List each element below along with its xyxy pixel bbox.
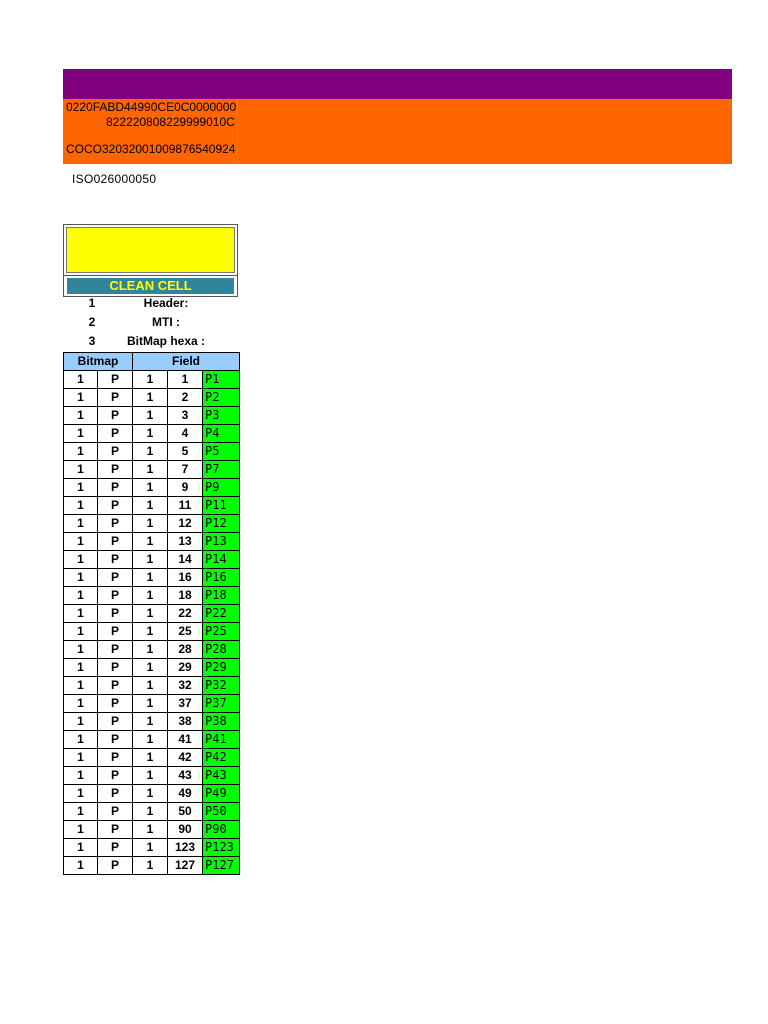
table-cell[interactable]: P (98, 407, 133, 425)
table-cell[interactable]: 28 (168, 641, 203, 659)
table-cell[interactable]: 1 (133, 461, 168, 479)
table-cell[interactable]: 1 (133, 767, 168, 785)
table-row (64, 749, 240, 767)
table-row (64, 659, 240, 677)
table-cell[interactable]: 4 (168, 425, 203, 443)
table-cell[interactable]: 1 (64, 857, 98, 875)
table-cell[interactable]: 1 (64, 641, 98, 659)
table-cell[interactable]: 90 (168, 821, 203, 839)
info-row-2-num: 2 (88, 315, 96, 329)
table-cell[interactable]: 1 (64, 695, 98, 713)
table-cell[interactable]: 13 (168, 533, 203, 551)
field-code-cell[interactable]: P32 (203, 677, 240, 695)
hex-line-2[interactable]: 822220808229999010C (106, 115, 235, 129)
table-cell[interactable]: 1 (64, 425, 98, 443)
table-cell[interactable]: P (98, 497, 133, 515)
table-cell[interactable]: 1 (64, 443, 98, 461)
table-cell[interactable]: 1 (64, 731, 98, 749)
table-row (64, 731, 240, 749)
table-cell[interactable]: 1 (64, 605, 98, 623)
table-cell[interactable]: P (98, 389, 133, 407)
cell-divider (237, 99, 238, 164)
table-cell[interactable]: P (98, 659, 133, 677)
table-cell[interactable]: 11 (168, 497, 203, 515)
table-cell[interactable]: P (98, 857, 133, 875)
table-cell[interactable]: 1 (64, 497, 98, 515)
field-code-cell[interactable]: P14 (203, 551, 240, 569)
field-code-cell[interactable]: P29 (203, 659, 240, 677)
table-cell[interactable]: 1 (133, 533, 168, 551)
table-cell[interactable]: 38 (168, 713, 203, 731)
field-code-cell[interactable]: P18 (203, 587, 240, 605)
table-cell[interactable]: 1 (133, 749, 168, 767)
table-cell[interactable]: 29 (168, 659, 203, 677)
table-cell[interactable]: 1 (64, 713, 98, 731)
input-cell[interactable] (66, 227, 235, 273)
table-cell[interactable]: 1 (64, 461, 98, 479)
table-row (64, 785, 240, 803)
field-code-cell[interactable]: P123 (203, 839, 240, 857)
field-code-cell[interactable]: P25 (203, 623, 240, 641)
field-code-cell[interactable]: P3 (203, 407, 240, 425)
table-cell[interactable]: 1 (133, 605, 168, 623)
table-cell[interactable]: 32 (168, 677, 203, 695)
table-cell[interactable]: 1 (64, 551, 98, 569)
table-cell[interactable]: 1 (133, 803, 168, 821)
table-cell[interactable]: 1 (133, 785, 168, 803)
table-row (64, 461, 240, 479)
table-row (64, 713, 240, 731)
table-cell[interactable]: P (98, 623, 133, 641)
table-row (64, 407, 240, 425)
table-cell[interactable]: P (98, 425, 133, 443)
hex-line-3[interactable]: COCO32032001009876540924 (66, 142, 236, 156)
table-cell[interactable]: 16 (168, 569, 203, 587)
table-cell[interactable]: 1 (64, 479, 98, 497)
table-cell[interactable]: 123 (168, 839, 203, 857)
table-cell[interactable]: 1 (64, 821, 98, 839)
info-row-3-num: 3 (88, 334, 96, 348)
table-cell[interactable]: P (98, 587, 133, 605)
table-cell[interactable]: 1 (133, 479, 168, 497)
table-cell[interactable]: P (98, 515, 133, 533)
table-row (64, 479, 240, 497)
hex-line-1[interactable]: 0220FABD44990CE0C0000000 (66, 100, 237, 114)
table-cell[interactable]: 1 (64, 515, 98, 533)
table-cell[interactable]: P (98, 839, 133, 857)
iso-value[interactable]: ISO026000050 (72, 172, 157, 186)
table-cell[interactable]: 127 (168, 857, 203, 875)
table-cell[interactable]: 1 (133, 713, 168, 731)
table-row (64, 677, 240, 695)
table-cell[interactable]: P (98, 767, 133, 785)
table-cell[interactable]: 1 (133, 731, 168, 749)
table-cell[interactable]: 1 (64, 803, 98, 821)
table-cell[interactable]: 1 (64, 767, 98, 785)
field-code-cell[interactable]: P41 (203, 731, 240, 749)
table-cell[interactable]: 1 (133, 695, 168, 713)
field-code-cell[interactable]: P42 (203, 749, 240, 767)
table-cell[interactable]: 1 (133, 515, 168, 533)
table-row (64, 497, 240, 515)
table-cell[interactable]: P (98, 569, 133, 587)
table-cell[interactable]: 14 (168, 551, 203, 569)
table-row (64, 605, 240, 623)
field-code-cell[interactable]: P7 (203, 461, 240, 479)
table-cell[interactable]: 37 (168, 695, 203, 713)
table-cell[interactable]: 1 (133, 569, 168, 587)
field-header: Field (133, 353, 240, 371)
table-row (64, 587, 240, 605)
field-code-cell[interactable]: P11 (203, 497, 240, 515)
info-row-1-label: Header: (143, 296, 189, 310)
table-cell[interactable]: P (98, 785, 133, 803)
table-cell[interactable]: 1 (133, 821, 168, 839)
bitmap-header: Bitmap (64, 353, 133, 371)
table-cell[interactable]: 2 (168, 389, 203, 407)
table-cell[interactable]: 1 (133, 641, 168, 659)
table-row (64, 533, 240, 551)
table-row (64, 443, 240, 461)
table-row (64, 569, 240, 587)
table-cell[interactable]: 18 (168, 587, 203, 605)
table-cell[interactable]: 43 (168, 767, 203, 785)
field-code-cell[interactable]: P49 (203, 785, 240, 803)
table-cell[interactable]: P (98, 371, 133, 389)
info-row-1-num: 1 (88, 296, 96, 310)
table-row (64, 641, 240, 659)
field-code-cell[interactable]: P90 (203, 821, 240, 839)
field-code-cell[interactable]: P22 (203, 605, 240, 623)
table-cell[interactable]: 1 (133, 659, 168, 677)
table-cell[interactable]: 1 (168, 371, 203, 389)
info-row-2-label: MTI : (152, 315, 180, 329)
table-row (64, 857, 240, 875)
table-cell[interactable]: 1 (133, 623, 168, 641)
table-cell[interactable]: 9 (168, 479, 203, 497)
table-cell[interactable]: 1 (64, 371, 98, 389)
field-code-cell[interactable]: P127 (203, 857, 240, 875)
table-cell[interactable]: P (98, 551, 133, 569)
table-cell[interactable]: P (98, 821, 133, 839)
table-cell[interactable]: 7 (168, 461, 203, 479)
table-cell[interactable]: 1 (64, 533, 98, 551)
table-cell[interactable]: 12 (168, 515, 203, 533)
table-cell[interactable]: P (98, 677, 133, 695)
table-row (64, 371, 240, 389)
table-cell[interactable]: P (98, 713, 133, 731)
table-cell[interactable]: 1 (133, 443, 168, 461)
table-row (64, 695, 240, 713)
input-cell-frame (63, 224, 238, 276)
table-cell[interactable]: 1 (64, 749, 98, 767)
table-cell[interactable]: P (98, 803, 133, 821)
table-cell[interactable]: 1 (64, 569, 98, 587)
table-cell[interactable]: 1 (133, 407, 168, 425)
field-code-cell[interactable]: P28 (203, 641, 240, 659)
table-row (64, 551, 240, 569)
table-cell[interactable]: 1 (64, 623, 98, 641)
table-cell[interactable]: 1 (64, 839, 98, 857)
table-row (64, 767, 240, 785)
table-cell[interactable]: P (98, 731, 133, 749)
table-cell[interactable]: 22 (168, 605, 203, 623)
table-cell[interactable]: P (98, 695, 133, 713)
field-code-cell[interactable]: P13 (203, 533, 240, 551)
table-cell[interactable]: 1 (133, 677, 168, 695)
table-cell[interactable]: P (98, 749, 133, 767)
field-code-cell[interactable]: P16 (203, 569, 240, 587)
table-cell[interactable]: 1 (133, 371, 168, 389)
table-row (64, 425, 240, 443)
table-cell[interactable]: 1 (133, 587, 168, 605)
table-row (64, 803, 240, 821)
table-cell[interactable]: 1 (133, 857, 168, 875)
table-cell[interactable]: 42 (168, 749, 203, 767)
table-row (64, 821, 240, 839)
field-code-cell[interactable]: P12 (203, 515, 240, 533)
header-band (63, 69, 732, 99)
table-cell[interactable]: 41 (168, 731, 203, 749)
table-cell[interactable]: 1 (133, 497, 168, 515)
table-cell[interactable]: P (98, 533, 133, 551)
bitmap-field-table (63, 352, 240, 875)
field-code-cell[interactable]: P50 (203, 803, 240, 821)
table-cell[interactable]: P (98, 641, 133, 659)
table-cell[interactable]: 5 (168, 443, 203, 461)
table-row (64, 623, 240, 641)
table-row (64, 389, 240, 407)
table-cell[interactable]: 50 (168, 803, 203, 821)
table-cell[interactable]: 3 (168, 407, 203, 425)
table-cell[interactable]: 1 (64, 677, 98, 695)
table-cell[interactable]: P (98, 443, 133, 461)
field-code-cell[interactable]: P4 (203, 425, 240, 443)
table-cell[interactable]: 1 (133, 551, 168, 569)
table-cell[interactable]: 1 (133, 839, 168, 857)
table-cell[interactable]: 49 (168, 785, 203, 803)
table-body (64, 371, 240, 875)
table-cell[interactable]: 1 (64, 785, 98, 803)
clean-cell-button[interactable]: CLEAN CELL (67, 278, 234, 294)
table-header-row (64, 353, 240, 371)
table-cell[interactable]: 1 (133, 389, 168, 407)
table-cell[interactable]: 1 (64, 659, 98, 677)
table-cell[interactable]: 1 (133, 425, 168, 443)
table-cell[interactable]: P (98, 605, 133, 623)
table-cell[interactable]: P (98, 461, 133, 479)
table-row (64, 515, 240, 533)
field-code-cell[interactable]: P38 (203, 713, 240, 731)
field-code-cell[interactable]: P5 (203, 443, 240, 461)
table-cell[interactable]: 25 (168, 623, 203, 641)
field-code-cell[interactable]: P2 (203, 389, 240, 407)
table-row (64, 839, 240, 857)
field-code-cell[interactable]: P43 (203, 767, 240, 785)
field-code-cell[interactable]: P37 (203, 695, 240, 713)
table-cell[interactable]: P (98, 479, 133, 497)
field-code-cell[interactable]: P9 (203, 479, 240, 497)
table-cell[interactable]: 1 (64, 407, 98, 425)
table-cell[interactable]: 1 (64, 389, 98, 407)
table-cell[interactable]: 1 (64, 587, 98, 605)
field-code-cell[interactable]: P1 (203, 371, 240, 389)
info-row-3-label: BitMap hexa : (126, 334, 205, 348)
